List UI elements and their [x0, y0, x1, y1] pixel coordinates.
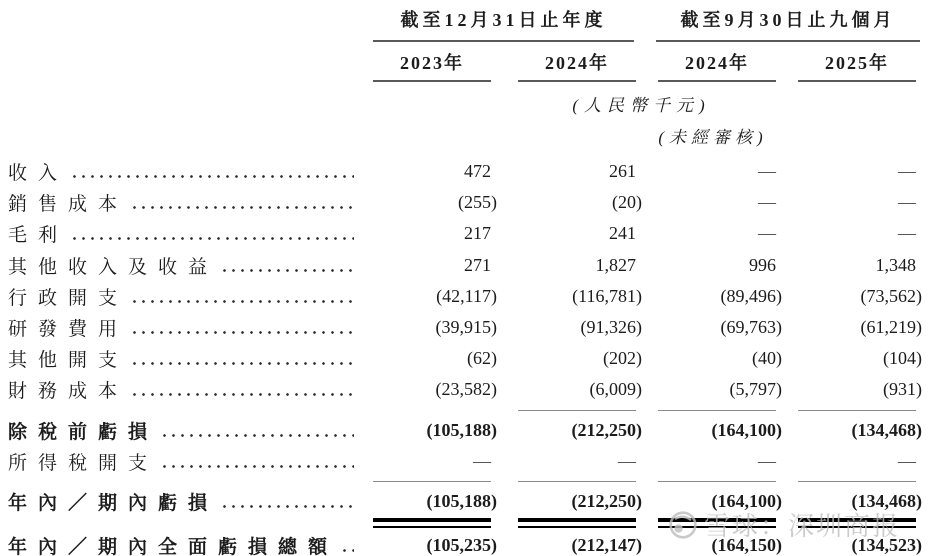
value-9m2025: (73,562)	[860, 285, 922, 306]
table-row	[8, 187, 932, 218]
table-row	[8, 156, 932, 187]
dot-leader	[130, 393, 354, 396]
column-total-rule	[658, 410, 776, 411]
dot-leader	[70, 175, 354, 178]
value-9m2024: 996	[749, 254, 776, 275]
line-item-name: 除稅前虧損	[8, 421, 159, 443]
value-fy2023: (105,188)	[426, 419, 497, 440]
year-header-2023: 2023年	[373, 49, 491, 82]
value-fy2023: (23,582)	[435, 379, 497, 400]
period-group-nine-months: 截至9月30日止九個月	[656, 6, 920, 42]
table-row	[8, 486, 932, 517]
value-fy2023: (105,188)	[426, 490, 497, 511]
value-9m2025: (931)	[883, 379, 922, 400]
period-group-header-row	[8, 6, 932, 40]
value-9m2024: (89,496)	[720, 285, 782, 306]
value-fy2024: (6,009)	[589, 379, 642, 400]
value-9m2025: 1,348	[875, 254, 916, 275]
double-rule-row	[8, 517, 932, 530]
dot-leader	[130, 300, 354, 303]
value-fy2023: (255)	[458, 192, 497, 213]
table-row	[8, 312, 932, 343]
line-item-name: 毛利	[8, 225, 69, 247]
line-item-name: 所得稅開支	[8, 452, 159, 474]
value-9m2025: (134,468)	[851, 490, 922, 511]
column-total-rule	[798, 481, 916, 482]
value-9m2024: —	[758, 161, 776, 182]
unaudited-note: (未經審核)	[658, 128, 768, 147]
separator-rule-row	[8, 406, 932, 415]
line-item-name: 年內／期內全面虧損總額	[8, 537, 339, 556]
value-9m2025: (134,468)	[851, 419, 922, 440]
line-item-name: 其他收入及收益	[8, 256, 219, 278]
column-total-rule	[518, 481, 636, 482]
value-fy2023: —	[473, 450, 491, 471]
period-group-annual: 截至12月31日止年度	[373, 6, 634, 42]
audit-status-row	[8, 120, 932, 148]
row-label	[8, 283, 360, 310]
row-label	[8, 448, 360, 475]
row-label	[8, 345, 360, 372]
line-item-name: 財務成本	[8, 381, 129, 403]
value-9m2025: —	[898, 450, 916, 471]
table-row	[8, 530, 932, 556]
currency-unit-note: (人民幣千元)	[572, 96, 711, 115]
value-9m2024: (69,763)	[720, 317, 782, 338]
row-label	[8, 252, 360, 279]
watermark-text: 雪球：深圳商报	[704, 511, 901, 541]
value-fy2024: 261	[609, 161, 636, 182]
value-9m2025: —	[898, 223, 916, 244]
value-9m2024: —	[758, 192, 776, 213]
value-fy2024: (212,250)	[571, 419, 642, 440]
line-item-name: 年內／期內虧損	[8, 492, 219, 514]
table-row	[8, 415, 932, 446]
value-fy2023: 271	[464, 254, 491, 275]
row-label	[8, 488, 360, 515]
value-fy2024: (116,781)	[572, 285, 642, 306]
grand-total-double-rule	[373, 518, 491, 528]
value-9m2024: (5,797)	[729, 379, 782, 400]
column-total-rule	[658, 481, 776, 482]
table-row	[8, 343, 932, 374]
value-fy2024: (212,250)	[571, 490, 642, 511]
year-header-2024-interim: 2024年	[658, 49, 776, 82]
line-item-name: 行政開支	[8, 287, 129, 309]
table-row	[8, 446, 932, 477]
line-item-name: 其他開支	[8, 350, 129, 372]
table-row	[8, 218, 932, 249]
value-fy2023: 472	[464, 161, 491, 182]
row-label	[8, 417, 360, 444]
dot-leader	[130, 362, 354, 365]
value-9m2024: —	[758, 223, 776, 244]
line-item-name: 研發費用	[8, 319, 129, 341]
value-fy2023: (42,117)	[436, 285, 497, 306]
grand-total-double-rule	[518, 518, 636, 528]
value-9m2025: (104)	[883, 348, 922, 369]
value-fy2024: 241	[609, 223, 636, 244]
currency-unit-row	[8, 82, 932, 120]
value-fy2024: (212,147)	[571, 535, 642, 556]
value-fy2023: (105,235)	[426, 535, 497, 556]
line-item-name: 銷售成本	[8, 194, 129, 216]
row-label	[8, 314, 360, 341]
separator-rule-row	[8, 477, 932, 486]
column-total-rule	[798, 410, 916, 411]
value-9m2025: —	[898, 161, 916, 182]
year-header-2024-annual: 2024年	[518, 49, 636, 82]
column-total-rule	[518, 410, 636, 411]
year-header-row	[8, 40, 932, 82]
table-row	[8, 374, 932, 405]
dot-leader	[220, 505, 354, 508]
dot-leader	[70, 237, 354, 240]
dot-leader	[160, 434, 354, 437]
dot-leader	[130, 331, 354, 334]
grand-total-double-rule	[798, 518, 916, 528]
value-9m2025: —	[898, 192, 916, 213]
dot-leader	[160, 465, 354, 468]
value-fy2024: (202)	[603, 348, 642, 369]
value-9m2025: (134,523)	[851, 535, 922, 556]
value-9m2025: (61,219)	[860, 317, 922, 338]
table-row	[8, 281, 932, 312]
line-item-name: 收入	[8, 163, 69, 185]
value-fy2023: 217	[464, 223, 491, 244]
column-total-rule	[373, 481, 491, 482]
dot-leader	[340, 549, 354, 552]
row-label	[8, 532, 360, 556]
table-row	[8, 250, 932, 281]
row-label	[8, 189, 360, 216]
value-fy2023: (62)	[467, 348, 497, 369]
value-9m2024: (164,150)	[711, 535, 782, 556]
dot-leader	[130, 206, 354, 209]
value-9m2024: (164,100)	[711, 490, 782, 511]
value-fy2024: (20)	[612, 192, 642, 213]
row-label	[8, 220, 360, 247]
value-fy2024: —	[618, 450, 636, 471]
value-9m2024: —	[758, 450, 776, 471]
row-label	[8, 376, 360, 403]
value-9m2024: (40)	[752, 348, 782, 369]
financial-table-body	[8, 156, 932, 556]
value-fy2024: (91,326)	[580, 317, 642, 338]
value-fy2023: (39,915)	[435, 317, 497, 338]
year-header-2025-interim: 2025年	[798, 49, 916, 82]
row-label	[8, 158, 360, 185]
grand-total-double-rule	[658, 518, 776, 528]
value-9m2024: (164,100)	[711, 419, 782, 440]
value-fy2024: 1,827	[595, 254, 636, 275]
dot-leader	[220, 269, 354, 272]
